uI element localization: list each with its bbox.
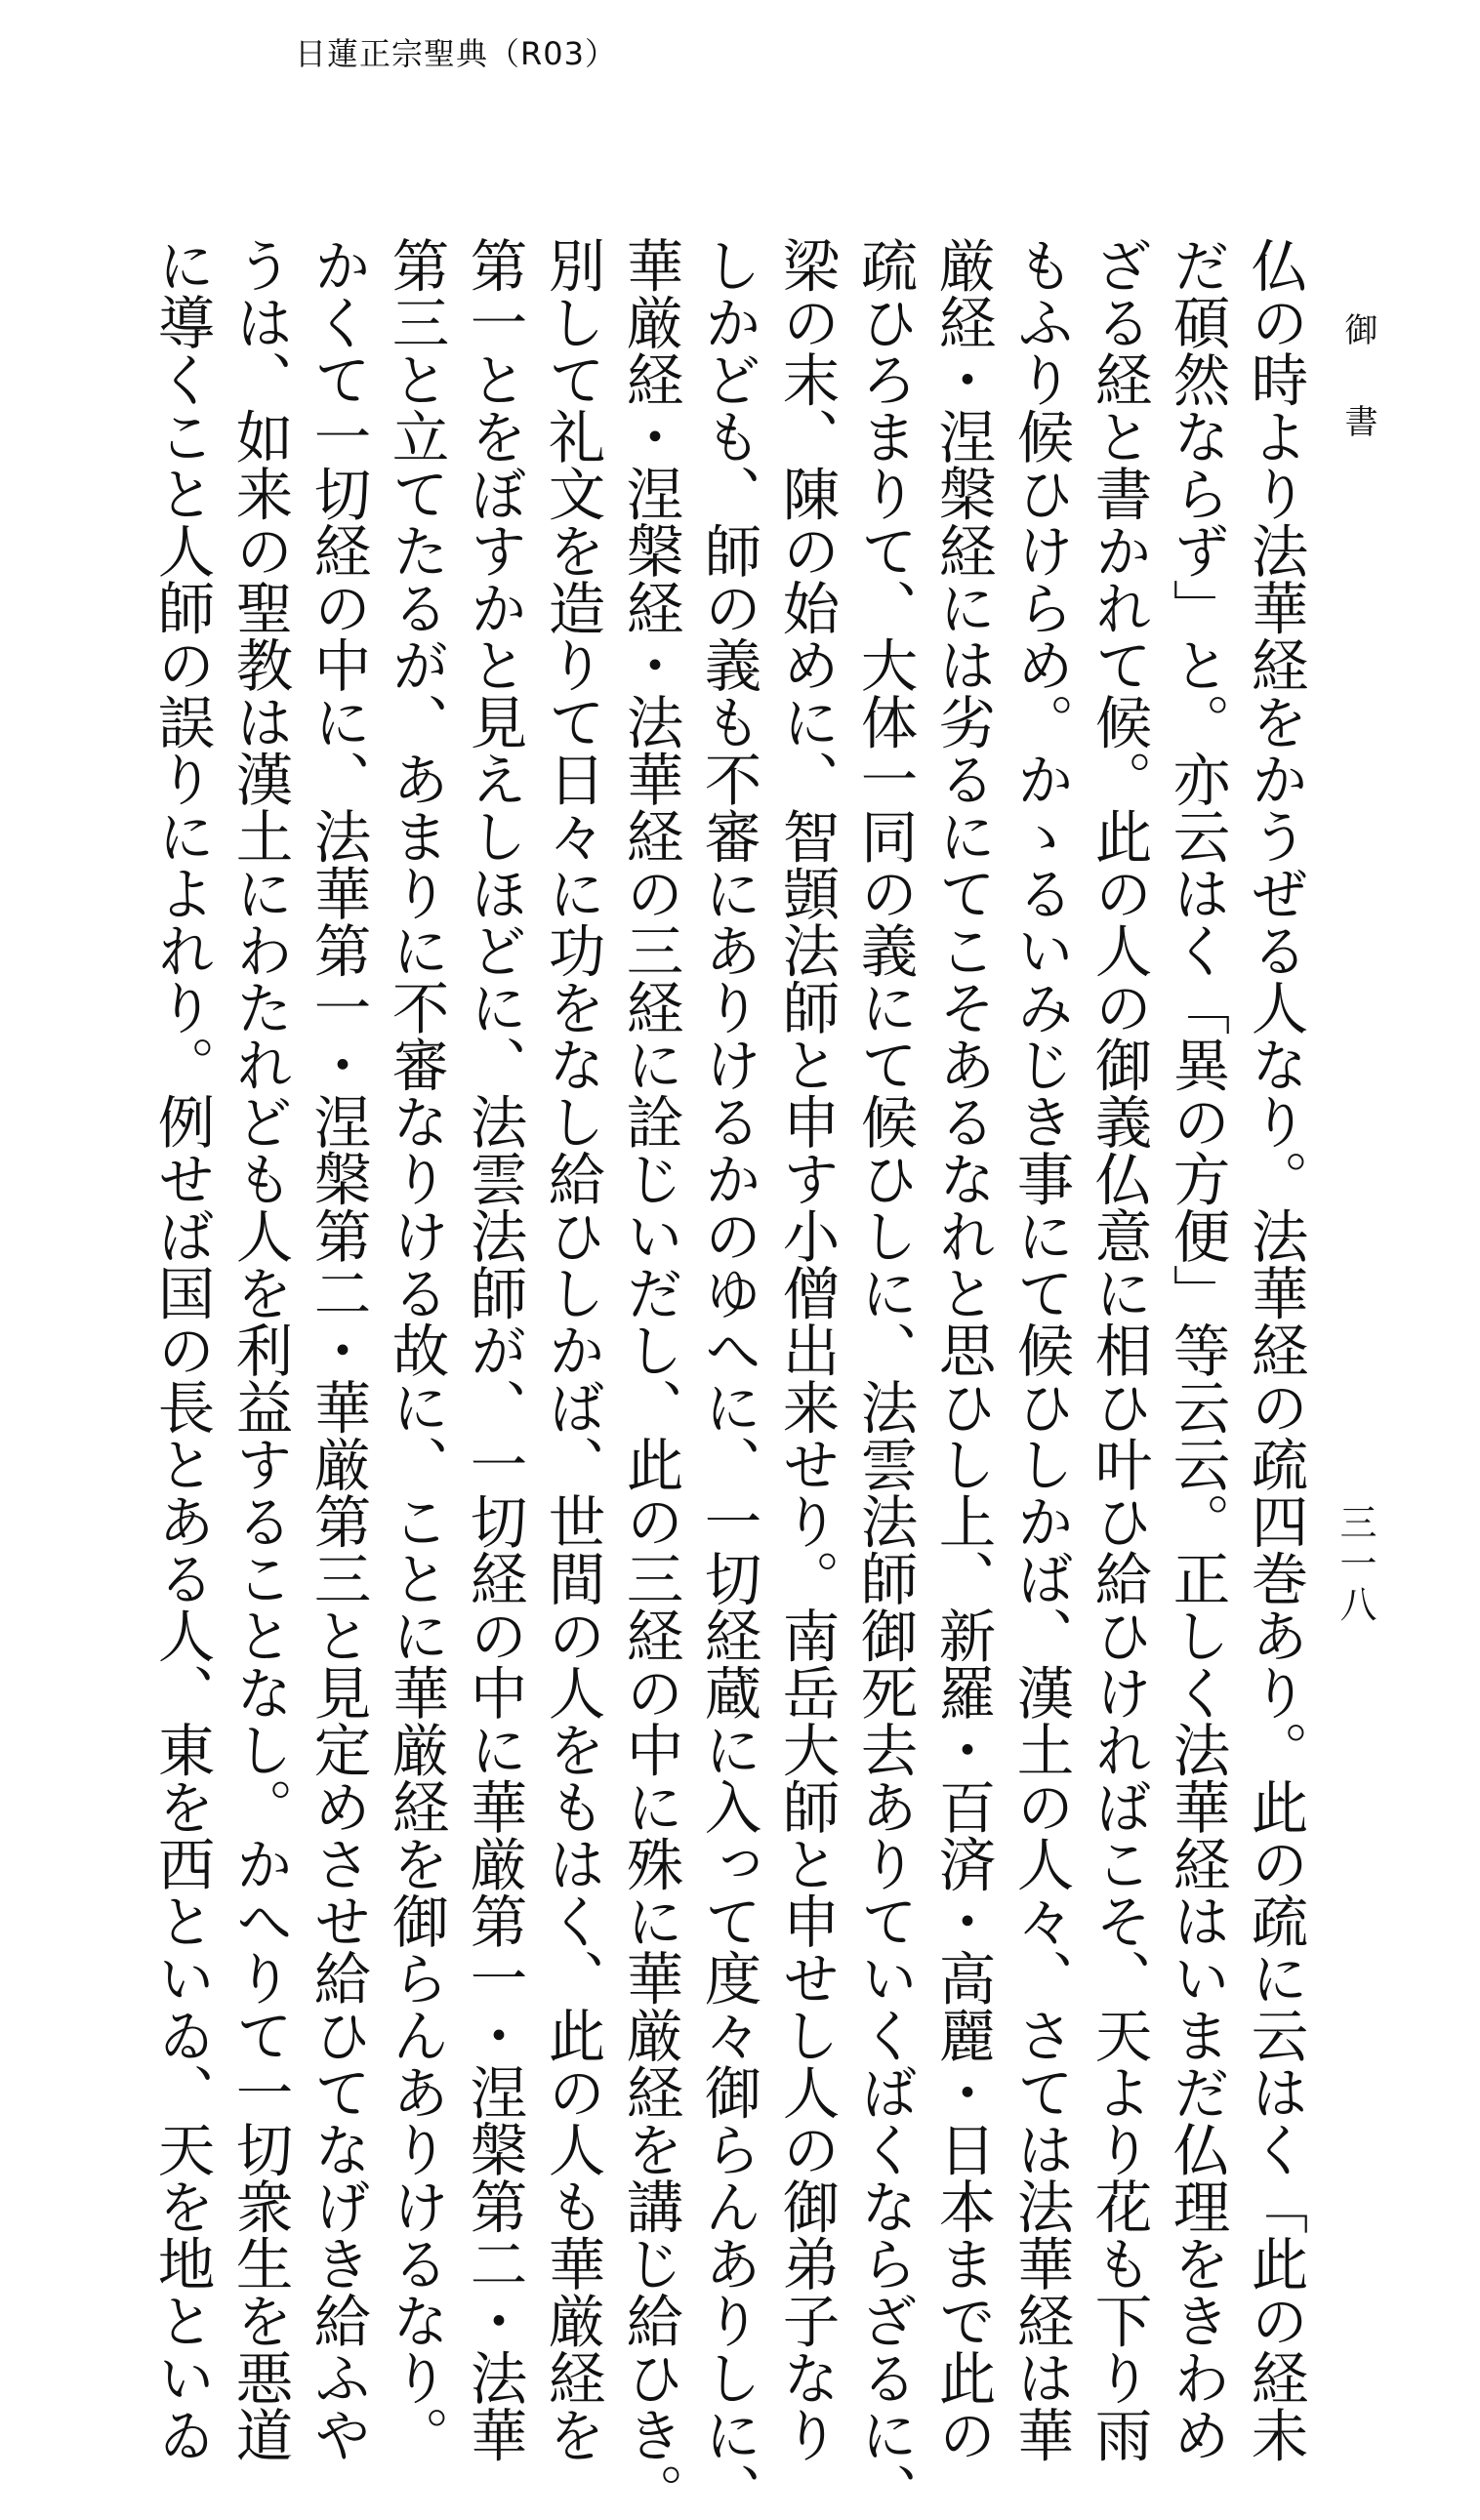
text-line: かくて一切経の中に、法華第一・涅槃第二・華厳第三と見定めさせ給ひてなげき給ふや xyxy=(305,236,371,2463)
section-title: 御書 xyxy=(1338,312,1377,496)
text-line: 梁の末、陳の始めに、智顗法師と申す小僧出来せり。南岳大師と申せし人の御弟子なり xyxy=(773,236,840,2463)
document-header: 日蓮正宗聖典（R03） xyxy=(295,35,617,72)
text-line: ざる経と書かれて候。此の人の御義仏意に相ひ叶ひ給ひければこそ、天より花も下り雨 xyxy=(1086,236,1152,2463)
text-line: だ碩然ならず」と。亦云はく「異の方便」等云云。正しく法華経はいまだ仏理をきわめ xyxy=(1164,236,1230,2463)
text-line: 仏の時より法華経をかうぜる人なり。法華経の疏四巻あり。此の疏に云はく「此の経未 xyxy=(1242,236,1308,2463)
text-line: 別して礼文を造りて日々に功をなし給ひしかば、世間の人をもはく、此の人も華厳経を xyxy=(539,236,605,2463)
text-line: 疏ひろまりて、大体一同の義にて候ひしに、法雲法師御死去ありていくばくならざるに、 xyxy=(851,236,918,2520)
text-line: もふり候ひけらめ。かゝるいみじき事にて候ひしかば、漢土の人々、さては法華経は華 xyxy=(1007,236,1074,2463)
text-line: に導くこと人師の誤りによれり。例せば国の長とある人、東を西といゐ、天を地といゐ xyxy=(148,236,215,2463)
text-line: しかども、師の義も不審にありけるかのゆへに、一切経蔵に入って度々御らんありしに、 xyxy=(695,236,761,2520)
text-line: 華厳経・涅槃経・法華経の三経に詮じいだし、此の三経の中に殊に華厳経を講じ給ひき。 xyxy=(617,236,683,2520)
vertical-body-text xyxy=(148,236,1314,2520)
text-line: 厳経・涅槃経には劣るにてこそあるなれと思ひし上、新羅・百済・高麗・日本まで此の xyxy=(929,236,996,2463)
text-line: 第一とをぼすかと見えしほどに、法雲法師が、一切経の中に華厳第一・涅槃第二・法華 xyxy=(461,236,527,2463)
text-line: うは、如来の聖教は漢土にわたれども人を利益することなし。かへりて一切衆生を悪道 xyxy=(226,236,293,2463)
text-line: 第三と立てたるが、あまりに不審なりける故に、ことに華厳経を御らんありけるなり。 xyxy=(383,236,449,2463)
page-number: 三一八 xyxy=(1334,1503,1377,1626)
